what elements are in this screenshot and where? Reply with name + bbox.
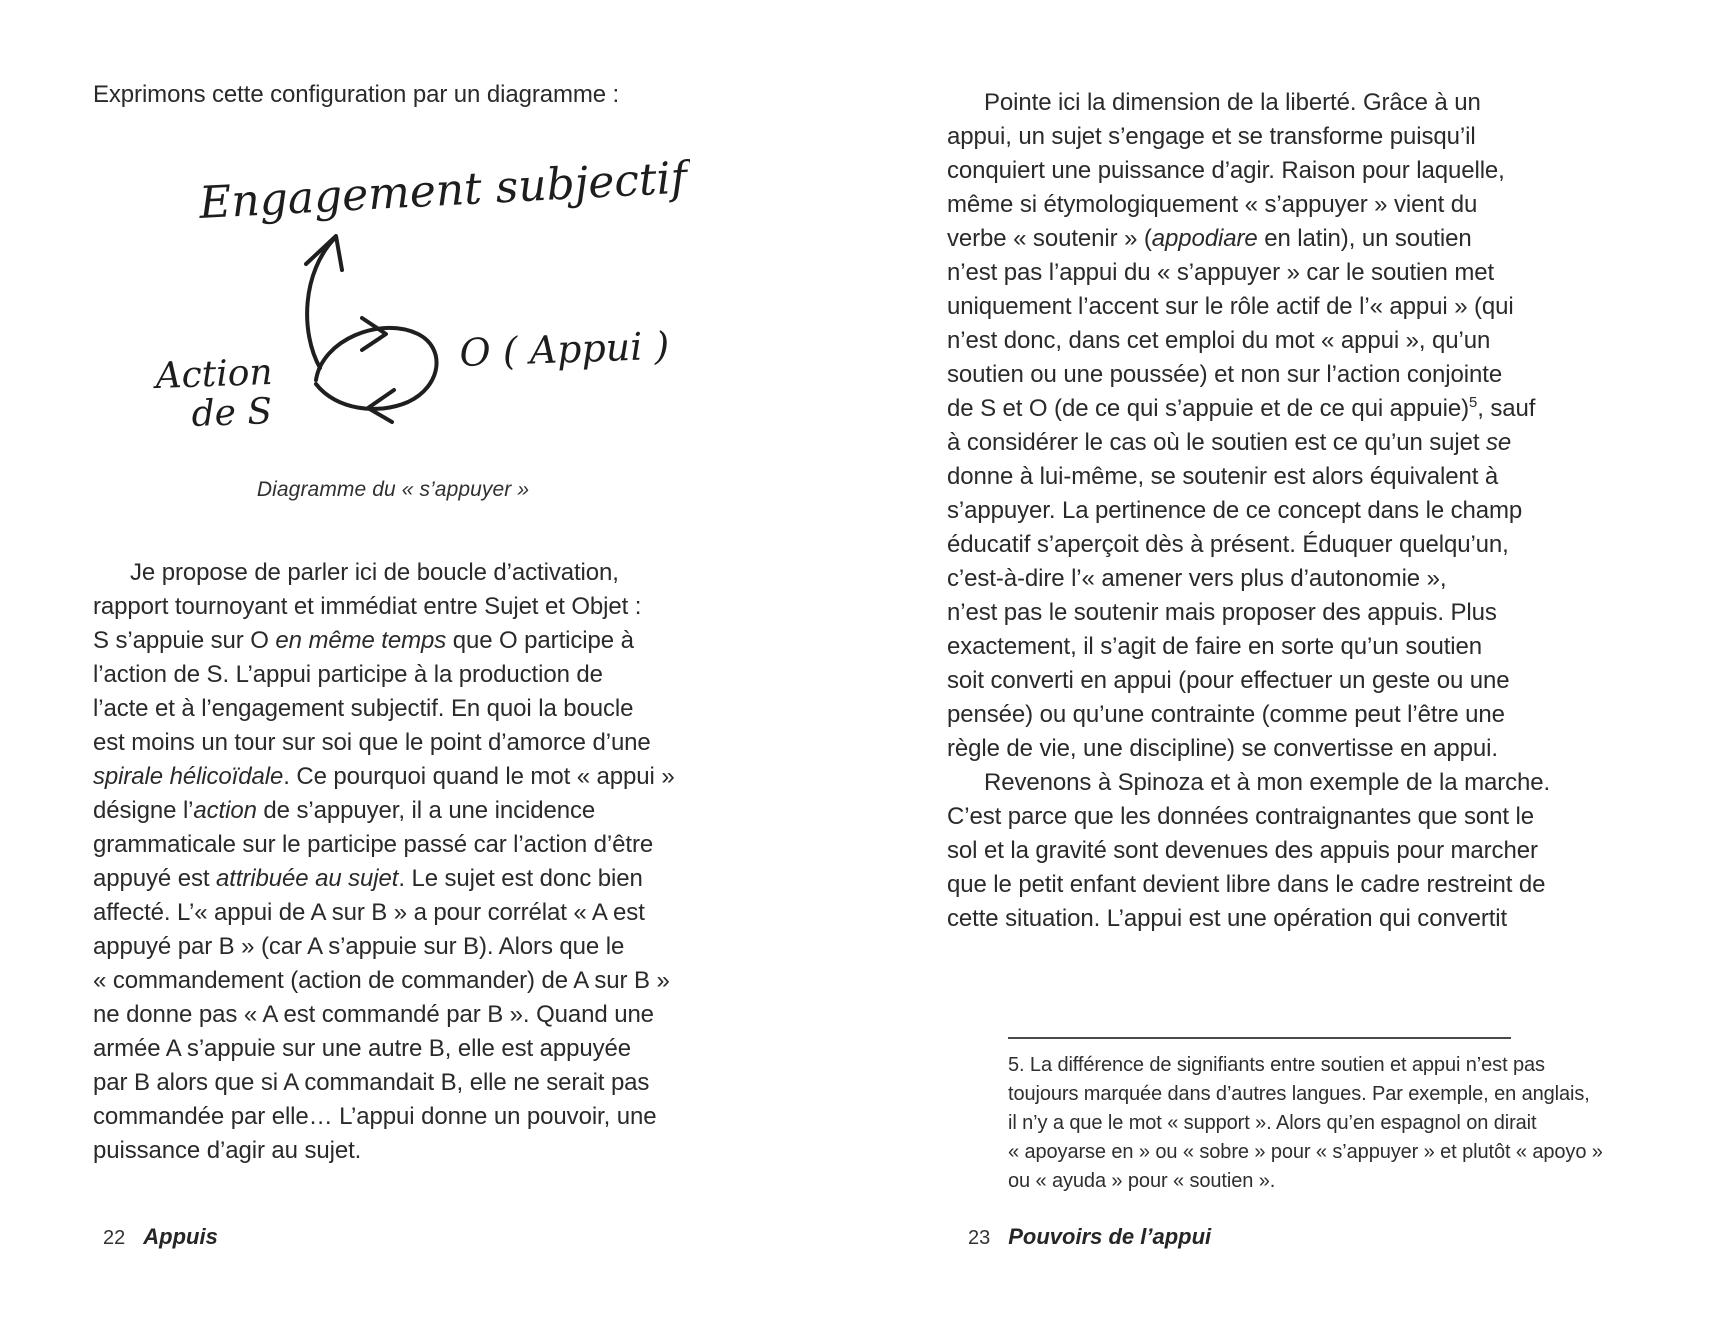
text-line: pensée) ou qu’une contrainte (comme peut l’être une xyxy=(947,701,1505,728)
text-line: à considérer le cas où le soutien est ce qu’un sujet se xyxy=(947,429,1512,456)
text-line: « commandement (action de commander) de A sur B » xyxy=(93,967,670,994)
text-line: Je propose de parler ici de boucle d’activation, xyxy=(130,559,619,586)
text-line: appuyé par B » (car A s’appuie sur B). Alors que le xyxy=(93,933,625,960)
text-line: spirale hélicoïdale. Ce pourquoi quand le mot « appui » xyxy=(93,763,675,790)
text-line: cette situation. L’appui est une opération qui convertit xyxy=(947,905,1508,932)
text-line: conquiert une puissance d’agir. Raison pour laquelle, xyxy=(947,157,1505,184)
text-line: donne à lui-même, se soutenir est alors équivalent à xyxy=(947,463,1499,490)
text-line: n’est pas l’appui du « s’appuyer » car le soutien met xyxy=(947,259,1495,286)
text-line: de S et O (de ce qui s’appuie et de ce qui appuie)$^5$, sauf xyxy=(947,395,1536,422)
text-line: l’acte et à l’engagement subjectif. En quoi la boucle xyxy=(93,695,634,722)
left-page-footer xyxy=(103,1224,218,1250)
text-line: n’est donc, dans cet emploi du mot « appui », qu’un xyxy=(947,327,1491,354)
text-line: grammaticale sur le participe passé car l’action d’être xyxy=(93,831,654,858)
text-line: toujours marquée dans d’autres langues. Par exemple, en anglais, xyxy=(1008,1083,1590,1105)
text-line: est moins un tour sur soi que le point d’amorce d’une xyxy=(93,729,651,756)
text-line: verbe « soutenir » (appodiare en latin), un soutien xyxy=(947,225,1472,252)
text-line: Pointe ici la dimension de la liberté. Grâce à un xyxy=(984,89,1481,116)
text-line: affecté. L’« appui de A sur B » a pour corrélat « A est xyxy=(93,899,645,926)
left-running-title: Appuis xyxy=(143,1224,218,1249)
text-line: il n’y a que le mot « support ». Alors qu’en espagnol on dirait xyxy=(1008,1112,1537,1134)
footnote-divider xyxy=(1008,1037,1511,1039)
text-line: règle de vie, une discipline) se convertisse en appui. xyxy=(947,735,1498,762)
left-page-intro-line: Exprimons cette configuration par un diagramme : xyxy=(93,81,620,108)
right-page-footer xyxy=(968,1224,1211,1250)
left-page-paragraph xyxy=(93,556,703,1168)
text-line: appuyé est attribuée au sujet. Le sujet est donc bien xyxy=(93,865,643,892)
diagram-label-action: Action xyxy=(154,351,274,397)
text-line: n’est pas le soutenir mais proposer des appuis. Plus xyxy=(947,599,1497,626)
text-line: soutien ou une poussée) et non sur l’action conjointe xyxy=(947,361,1503,388)
right-page-number: 23 xyxy=(968,1227,991,1249)
text-line: soit converti en appui (pour effectuer un geste ou une xyxy=(947,667,1510,694)
diagram-label-engagement-subjectif: Engagement subjectif xyxy=(197,152,689,229)
diagram-caption: Diagramme du « s’appuyer » xyxy=(256,478,530,501)
text-line: même si étymologiquement « s’appuyer » vient du xyxy=(947,191,1478,218)
text-line: « apoyarse en » ou « sobre » pour « s’appuyer » et plutôt « apoyo » xyxy=(1008,1141,1603,1163)
right-page-paragraph-1 xyxy=(947,86,1647,766)
diagram-label-de-s: de S xyxy=(190,391,273,435)
text-line: ne donne pas « A est commandé par B ». Quand une xyxy=(93,1001,654,1028)
text-line: puissance d’agir au sujet. xyxy=(93,1137,362,1164)
text-line: commandée par elle… L’appui donne un pouvoir, une xyxy=(93,1103,657,1130)
diagram-label-o-appui: O ( Appui ) xyxy=(458,323,670,375)
text-line: rapport tournoyant et immédiat entre Sujet et Objet : xyxy=(93,593,642,620)
right-running-title: Pouvoirs de l’appui xyxy=(1008,1224,1212,1249)
text-line: sol et la gravité sont devenues des appuis pour marcher xyxy=(947,837,1538,864)
footnote-block xyxy=(1008,1051,1648,1196)
text-line: par B alors que si A commandait B, elle ne serait pas xyxy=(93,1069,650,1096)
left-page-number: 22 xyxy=(103,1227,126,1249)
text-line: S s’appuie sur O en même temps que O participe à xyxy=(93,627,634,654)
text-line: l’action de S. L’appui participe à la production de xyxy=(93,661,603,688)
right-page-paragraph-2 xyxy=(947,766,1647,936)
text-line: 5. La différence de signifiants entre soutien et appui n’est pas xyxy=(1008,1054,1545,1076)
text-line: désigne l’action de s’appuyer, il a une incidence xyxy=(93,797,596,824)
text-line: armée A s’appuie sur une autre B, elle est appuyée xyxy=(93,1035,632,1062)
loop-arrow xyxy=(316,318,437,422)
text-line: c’est-à-dire l’« amener vers plus d’autonomie », xyxy=(947,565,1447,592)
text-line: ou « ayuda » pour « soutien ». xyxy=(1008,1170,1276,1192)
text-line: appui, un sujet s’engage et se transforme puisqu’il xyxy=(947,123,1476,150)
text-line: C’est parce que les données contraignantes que sont le xyxy=(947,803,1534,830)
text-line: s’appuyer. La pertinence de ce concept dans le champ xyxy=(947,497,1523,524)
hand-drawn-diagram xyxy=(130,118,690,438)
text-line: exactement, il s’agit de faire en sorte qu’un soutien xyxy=(947,633,1483,660)
text-line: uniquement l’accent sur le rôle actif de l’« appui » (qui xyxy=(947,293,1514,320)
text-line: que le petit enfant devient libre dans le cadre restreint de xyxy=(947,871,1546,898)
text-line: éducatif s’aperçoit dès à présent. Éduquer quelqu’un, xyxy=(947,531,1509,558)
text-line: Revenons à Spinoza et à mon exemple de la marche. xyxy=(984,769,1551,796)
